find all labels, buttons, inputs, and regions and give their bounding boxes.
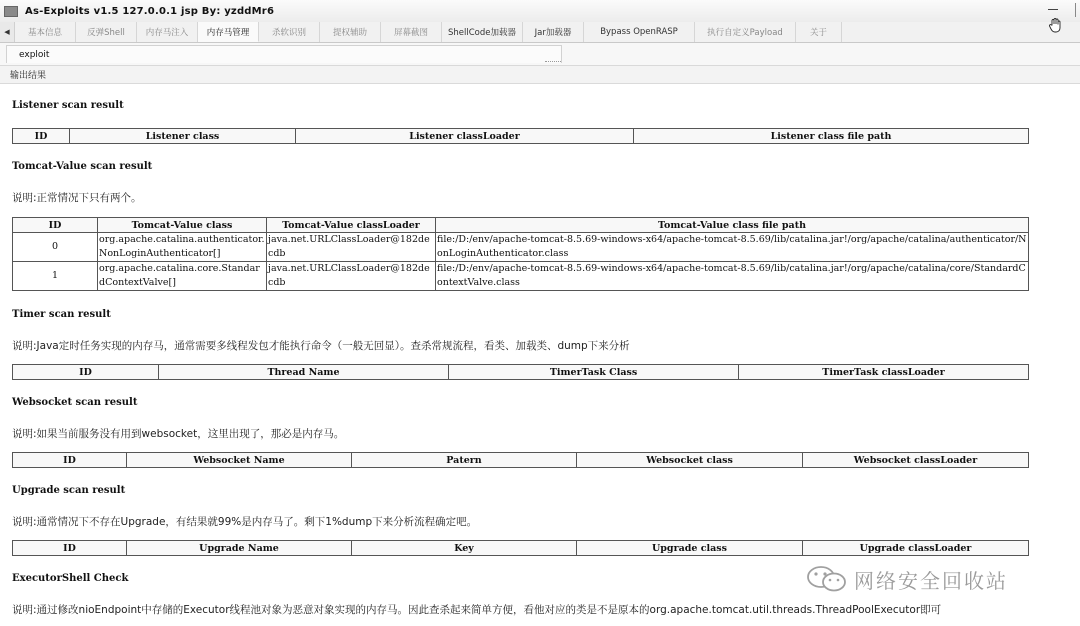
- upgrade-title: Upgrade scan result: [12, 485, 126, 496]
- tab-screenshot[interactable]: 屏幕截图: [381, 22, 442, 42]
- timer-table: [12, 364, 1029, 380]
- executor-note: 说明:通过修改nioEndpoint中存储的Executor线程池对象为恶意对象实现的内存马。因此查杀起来简单方便，看他对应的类是不是原本的org.apache.tomcat.util.threads.ThreadPoolExecutor即可: [12, 604, 942, 616]
- tomcat-value-title: Tomcat-Value scan result: [12, 161, 153, 172]
- table-header: ID: [13, 541, 127, 556]
- timer-title: Timer scan result: [12, 309, 111, 320]
- watermark-text: 网络安全回收站: [854, 568, 1008, 593]
- table-header: Listener class file path: [634, 129, 1029, 144]
- table-header: Tomcat-Value class file path: [436, 218, 1029, 233]
- executor-title: ExecutorShell Check: [12, 573, 129, 584]
- tab-memshell-manage[interactable]: 内存马管理: [198, 22, 259, 42]
- table-header: Patern: [352, 453, 577, 468]
- wechat-icon: [806, 565, 848, 593]
- tab-memshell-inject[interactable]: 内存马注入: [137, 22, 198, 42]
- table-cell: org.apache.catalina.authenticator.NonLoginAuthenticator[]: [98, 233, 267, 262]
- table-header: Tomcat-Value classLoader: [267, 218, 436, 233]
- table-cell: java.net.URLClassLoader@182decdb: [267, 262, 436, 291]
- tab-custom-payload[interactable]: 执行自定义Payload: [695, 22, 796, 42]
- websocket-title: Websocket scan result: [12, 397, 138, 408]
- listener-title: Listener scan result: [12, 100, 124, 111]
- minimize-icon[interactable]: [1048, 9, 1058, 10]
- table-header: ID: [13, 365, 159, 380]
- window-title: As-Exploits v1.5 127.0.0.1 jsp By: yzddMr6: [25, 5, 275, 17]
- tab-about[interactable]: 关于: [796, 22, 842, 42]
- table-row: [13, 262, 1029, 291]
- output-content: [12, 85, 1080, 626]
- upgrade-note: 说明:通常情况下不存在Upgrade，有结果就99%是内存马了。剩下1%dump下来分析流程确定吧。: [12, 516, 478, 528]
- title-bar: [0, 0, 1080, 23]
- sub-tabbar: [0, 43, 1080, 66]
- subtab-exploit[interactable]: exploit: [6, 45, 562, 63]
- watermark: [806, 563, 1056, 595]
- table-cell: file:/D:/env/apache-tomcat-8.5.69-windows-x64/apache-tomcat-8.5.69/lib/catalina.jar!/org/apache/catalina/core/StandardContextValve.class: [436, 262, 1029, 291]
- hand-cursor-icon: [1048, 18, 1062, 33]
- table-header: Listener class: [70, 129, 296, 144]
- timer-note: 说明:Java定时任务实现的内存马，通常需要多线程发包才能执行命令（一般无回显）。查杀常规流程，看类、加载类、dump下来分析: [12, 340, 630, 352]
- table-header: TimerTask Class: [449, 365, 739, 380]
- table-header: Websocket Name: [127, 453, 352, 468]
- table-cell: 1: [13, 262, 98, 291]
- window-edge: [1075, 3, 1080, 17]
- tomcat-value-table: [12, 217, 1029, 291]
- main-tabbar: [0, 22, 1080, 43]
- table-header: Listener classLoader: [296, 129, 634, 144]
- table-header: TimerTask classLoader: [739, 365, 1029, 380]
- listener-table: [12, 128, 1029, 144]
- upgrade-table: [12, 540, 1029, 556]
- tab-reverse-shell[interactable]: 反弹Shell: [76, 22, 137, 42]
- tab-shellcode-loader[interactable]: ShellCode加载器: [442, 22, 523, 42]
- table-cell: org.apache.catalina.core.StandardContextValve[]: [98, 262, 267, 291]
- app-icon: [4, 6, 18, 17]
- table-header: Websocket class: [577, 453, 803, 468]
- table-cell: file:/D:/env/apache-tomcat-8.5.69-windows-x64/apache-tomcat-8.5.69/lib/catalina.jar!/org/apache/catalina/authenticator/NonLoginAuthenticator.class: [436, 233, 1029, 262]
- table-header: Thread Name: [159, 365, 449, 380]
- table-header: Upgrade Name: [127, 541, 352, 556]
- table-header: ID: [13, 218, 98, 233]
- websocket-note: 说明:如果当前服务没有用到websocket，这里出现了，那必是内存马。: [12, 428, 345, 440]
- table-row: [13, 233, 1029, 262]
- tab-scroll-left-icon[interactable]: ◀: [0, 22, 15, 42]
- tab-bypass-openrasp[interactable]: Bypass OpenRASP: [584, 22, 695, 42]
- tab-privesc[interactable]: 提权辅助: [320, 22, 381, 42]
- table-header: Upgrade classLoader: [803, 541, 1029, 556]
- output-label: 输出结果: [0, 66, 1080, 84]
- table-header: ID: [13, 453, 127, 468]
- table-header: Key: [352, 541, 577, 556]
- websocket-table: [12, 452, 1029, 468]
- tab-jar-loader[interactable]: Jar加载器: [523, 22, 584, 42]
- table-header: Tomcat-Value class: [98, 218, 267, 233]
- tab-basic-info[interactable]: 基本信息: [15, 22, 76, 42]
- table-cell: java.net.URLClassLoader@182decdb: [267, 233, 436, 262]
- table-header: ID: [13, 129, 70, 144]
- tomcat-value-note: 说明:正常情况下只有两个。: [12, 192, 142, 204]
- tab-av-detect[interactable]: 杀软识别: [259, 22, 320, 42]
- splitter-grip[interactable]: [545, 61, 561, 64]
- table-cell: 0: [13, 233, 98, 262]
- table-header: Upgrade class: [577, 541, 803, 556]
- table-header: Websocket classLoader: [803, 453, 1029, 468]
